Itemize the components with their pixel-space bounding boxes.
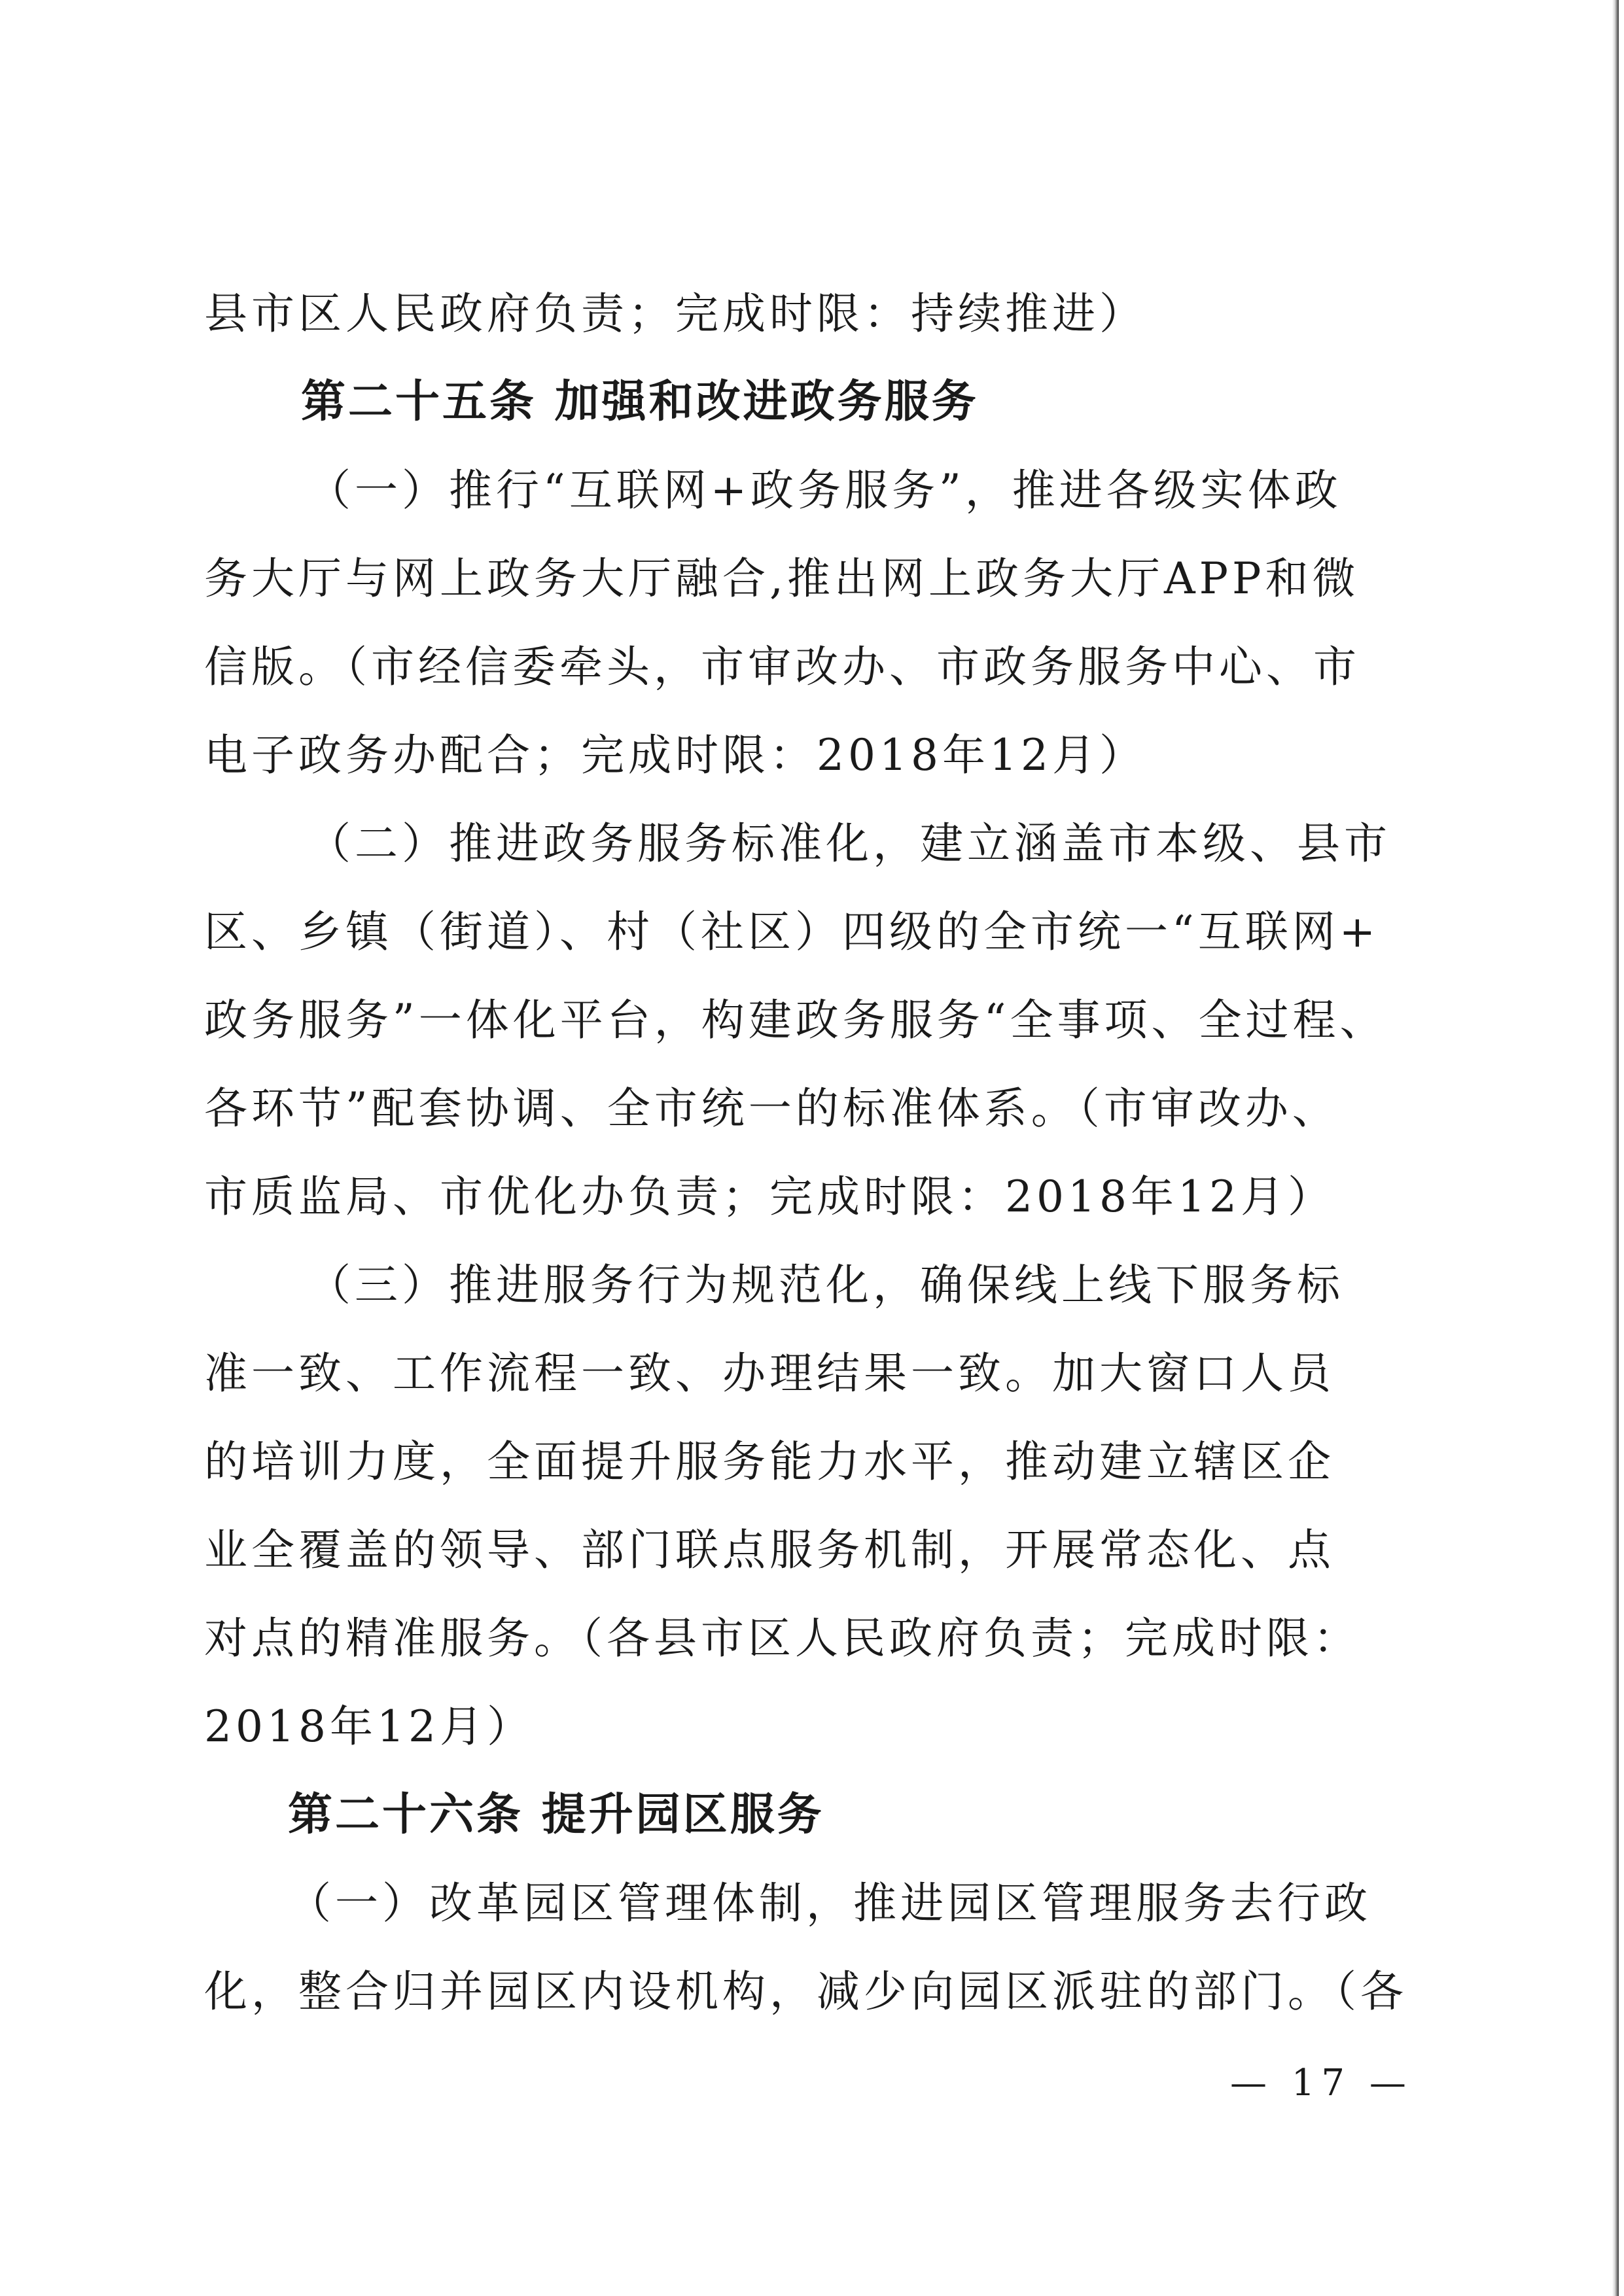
paragraph-26-1-line-2: 化，整合归并园区内设机构，减少向园区派驻的部门。（各 bbox=[204, 1966, 1407, 2017]
paragraph-25-3-line-3: 的培训力度，全面提升服务能力水平，推动建立辖区企 bbox=[204, 1436, 1335, 1487]
paragraph-25-1-line-1: （一）推行“互联网+政务服务”，推进各级实体政 bbox=[308, 465, 1342, 515]
page-number: — 17 — bbox=[1230, 2062, 1413, 2104]
article-25-heading: 第二十五条 加强和改进政务服务 bbox=[301, 376, 979, 428]
paragraph-25-1-line-2: 务大厅与网上政务大厅融合,推出网上政务大厅APP和微 bbox=[204, 553, 1360, 604]
paragraph-25-3-line-4: 业全覆盖的领导、部门联点服务机制，开展常态化、点 bbox=[204, 1525, 1335, 1575]
article-26-heading: 第二十六条 提升园区服务 bbox=[288, 1789, 824, 1841]
paragraph-25-2-line-5: 市质监局、市优化办负责；完成时限：2018年12月） bbox=[204, 1172, 1335, 1222]
paragraph-25-3-line-5: 对点的精准服务。（各县市区人民政府负责；完成时限： bbox=[204, 1613, 1360, 1663]
paragraph-25-1-line-4: 电子政务办配合；完成时限：2018年12月） bbox=[204, 730, 1146, 780]
paragraph-25-2-line-1: （二）推进政务服务标准化，建立涵盖市本级、县市 bbox=[308, 818, 1391, 869]
text-line-1: 县市区人民政府负责；完成时限：持续推进） bbox=[204, 288, 1146, 339]
paragraph-25-3-line-6: 2018年12月） bbox=[204, 1701, 534, 1752]
paragraph-26-1-line-1: （一）改革园区管理体制，推进园区管理服务去行政 bbox=[288, 1878, 1371, 1928]
paragraph-25-2-line-4: 各环节”配套协调、全市统一的标准体系。（市审改办、 bbox=[204, 1083, 1339, 1134]
paragraph-25-3-line-1: （三）推进服务行为规范化，确保线上线下服务标 bbox=[308, 1260, 1344, 1310]
paragraph-25-3-line-2: 准一致、工作流程一致、办理结果一致。加大窗口人员 bbox=[204, 1348, 1335, 1399]
paragraph-25-1-line-3: 信版。（市经信委牵头，市审改办、市政务服务中心、市 bbox=[204, 642, 1360, 692]
paragraph-25-2-line-2: 区、乡镇（街道）、村（社区）四级的全市统一“互联网+ bbox=[204, 907, 1380, 957]
paragraph-25-2-line-3: 政务服务”一体化平台，构建政务服务“全事项、全过程、 bbox=[204, 995, 1387, 1045]
scan-edge-shadow bbox=[1612, 0, 1619, 2296]
